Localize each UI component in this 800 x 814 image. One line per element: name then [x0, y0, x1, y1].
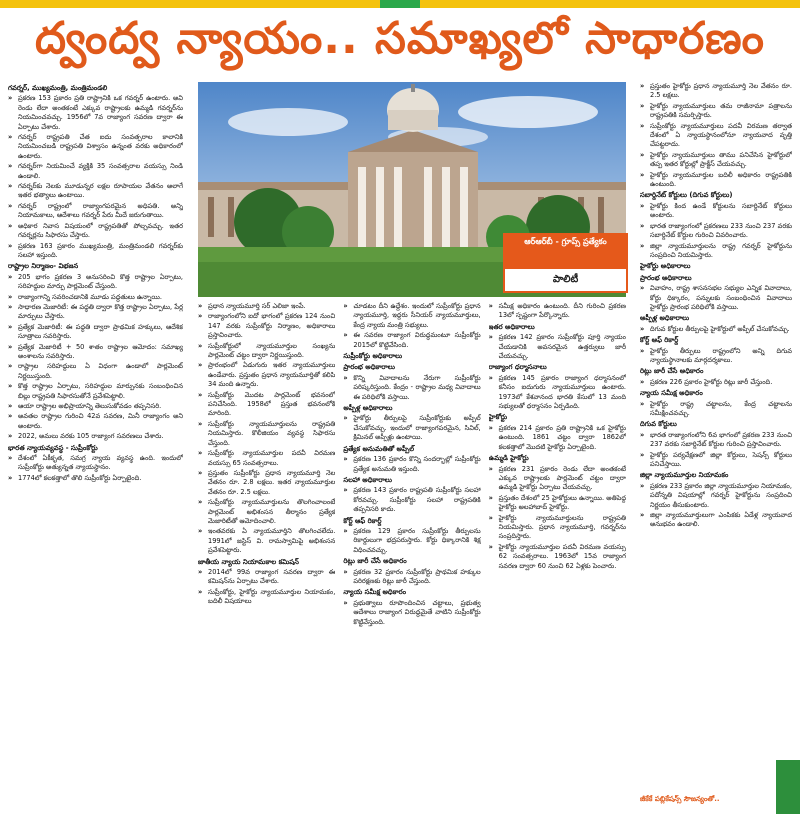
bullet-paragraph: » ఆయా రాష్ట్రాల అభిప్రాయాన్ని తెలుసుకోవడం తప్పనిసరి. — [8, 402, 183, 411]
section-heading: భారత న్యాయవ్యవస్థ - సుప్రీంకోర్టు — [8, 443, 98, 452]
bullet-paragraph: » గవర్నర్‌గా నియమించే వ్యక్తికి 35 సంవత్సరాల వయస్సు నిండి ఉండాలి. — [8, 162, 183, 181]
bullet-paragraph: » ప్రత్యేక మెజారిటీ: ఈ పద్ధతి ద్వారా ప్రాథమిక హక్కులు, ఆదేశిక సూత్రాలు సవరిస్తారు. — [8, 323, 183, 342]
section-heading: హైకోర్టు అధికారాలు — [640, 262, 691, 271]
bullet-paragraph: » దిగువ కోర్టుల తీర్పులపై హైకోర్టులో అప్పీల్ చేసుకోవచ్చు. — [640, 325, 792, 334]
section-badge — [503, 233, 628, 297]
section-heading: జాతీయ న్యాయ నియామకాల కమిషన్ — [198, 557, 299, 566]
section-heading: రిట్లు జారీ చేసే అధికారం — [640, 367, 704, 376]
bullet-paragraph: » అవతల రాష్ట్రాల గురించి 42వ సవరణ, మినీ రాజ్యాంగం అని అంటారు. — [8, 412, 183, 431]
badge-title: పాలిటీ — [503, 267, 628, 293]
bullet-paragraph: » భారత రాజ్యాంగంలో ప్రకరణలు 233 నుంచి 237 వరకు సబార్డినేట్ కోర్టుల గురించి వివరించారు. — [640, 222, 792, 241]
section-heading: అప్పీళ్ల అధికారాలు — [640, 314, 690, 323]
section-heading: రాష్ట్రాల నిర్మాణం- విభజన — [8, 262, 79, 271]
section-heading: ప్రారంభ అధికారాలు — [640, 273, 692, 282]
bullet-paragraph: » ప్రకరణ 129 ప్రకారం సుప్రీంకోర్టు తీర్పులను రికార్డులుగా భద్రపరుస్తారు. కోర్టు ధిక్కారానికి శిక్ష విధించవచ్చు. — [343, 527, 480, 555]
bullet-paragraph: » ప్రారంభంలో ఏడుగురు ఇతర న్యాయమూర్తులు ఉండేవారు. ప్రస్తుతం ప్రధాన న్యాయమూర్తితో కలిపి 34 మంది ఉన్నారు. — [198, 361, 335, 389]
bullet-paragraph: » సుప్రీంకోర్టు న్యాయమూర్తులను తొలగించాలంటే పార్లమెంట్ అభిశంసన తీర్మానం ప్రత్యేక మెజారిటీతో ఆమోదించాలి. — [198, 498, 335, 526]
section-heading: న్యాయ సమీక్ష అధికారం — [640, 389, 703, 398]
bullet-paragraph: » సుప్రీంకోర్టులో న్యాయమూర్తుల సంఖ్యను పార్లమెంట్ చట్టం ద్వారా నిర్ణయిస్తుంది. — [198, 342, 335, 361]
column-2a — [198, 302, 335, 807]
bullet-paragraph: » భారత రాజ్యాంగంలోని 6వ భాగంలో ప్రకరణ 233 నుంచి 237 వరకు సబార్డినేట్ కోర్టుల గురించి ప్రస్తావించారు. — [640, 431, 792, 450]
badge-subtitle: ఆర్ఆర్‌బీ - గ్రూప్స్ ప్రత్యేకం — [503, 233, 628, 267]
section-heading: సుప్రీంకోర్టు అధికారాలు — [343, 352, 403, 361]
bullet-paragraph: » హైకోర్టు న్యాయమూర్తులు తాము పనిచేసిన హైకోర్టులో తప్ప ఇతర కోర్టుల్లో ప్రాక్టీస్ చేయవచ్చు. — [640, 151, 792, 170]
bullet-paragraph: » అధికార నివాస విషయంలో రాష్ట్రపతితో పోల్చవచ్చు. ఇతర గవర్నర్లను సిఫారసు చేస్తారు. — [8, 222, 183, 241]
bullet-paragraph: » కొన్ని వివాదాలను నేరుగా సుప్రీంకోర్టు పరిష్కరిస్తుంది. కేంద్రం - రాష్ట్రాల మధ్య వివాదాలు ఈ పరిధిలోకి వస్తాయి. — [343, 374, 480, 402]
bullet-paragraph: » 1774లో కలకత్తాలో తొలి సుప్రీంకోర్టు ఏర్పాటైంది. — [8, 474, 183, 483]
bullet-paragraph: » సాధారణ మెజారిటీ: ఈ పద్ధతి ద్వారా కొత్త రాష్ట్రాల ఏర్పాటు, పేర్ల మార్పులు చేస్తారు. — [8, 303, 183, 322]
bullet-paragraph: » ప్రకరణ 143 ప్రకారం రాష్ట్రపతి సుప్రీంకోర్టు సలహా కోరవచ్చు. సుప్రీంకోర్టు సలహా రాష్ట్రపతికి తప్పనిసరి కాదు. — [343, 486, 480, 514]
bullet-paragraph: » హైకోర్టు రాష్ట్ర చట్టాలను, కేంద్ర చట్టాలను సమీక్షించవచ్చు. — [640, 400, 792, 419]
bullet-paragraph: » జిల్లా న్యాయమూర్తులను రాష్ట్ర గవర్నర్ హైకోర్టును సంప్రదించి నియమిస్తారు. — [640, 242, 792, 261]
bullet-paragraph: » ప్రకరణ 231 ప్రకారం రెండు లేదా అంతకంటే ఎక్కువ రాష్ట్రాలకు పార్లమెంట్ చట్టం ద్వారా ఉమ్మడి హైకోర్టు ఏర్పాటు చేయవచ్చు. — [489, 465, 626, 493]
bullet-paragraph: » సుప్రీంకోర్టు న్యాయమూర్తులను రాష్ట్రపతి నియమిస్తారు. కొలీజియం వ్యవస్థ సిఫారసు చేస్తుంది. — [198, 420, 335, 448]
bullet-paragraph: » చూడటం దీని ఉద్దేశం. ఇందులో సుప్రీంకోర్టు ప్రధాన న్యాయమూర్తి, ఇద్దరు సీనియర్ న్యాయమూర్తులు, కేంద్ర న్యాయ మంత్రి సభ్యులు. — [343, 302, 480, 330]
bullet-paragraph: » ప్రకరణ 145 ప్రకారం రాజ్యాంగ ధర్మాసనంలో కనీసం ఐదుగురు న్యాయమూర్తులు ఉంటారు. 1973లో కేశవానంద భారతి కేసులో 13 మంది సభ్యులతో ధర్మాసనం ఏర్పడింది. — [489, 374, 626, 412]
section-heading: సబార్డినేట్ కోర్టులు (దిగువ కోర్టులు) — [640, 191, 733, 200]
bullet-paragraph: » ప్రకరణ 226 ప్రకారం హైకోర్టు రిట్లు జారీ చేస్తుంది. — [640, 378, 792, 387]
bullet-paragraph: » ప్రకరణ 32 ప్రకారం సుప్రీంకోర్టు ప్రాథమిక హక్కుల పరిరక్షణకు రిట్లు జారీ చేస్తుంది. — [343, 568, 480, 587]
section-heading: హైకోర్టు — [488, 413, 508, 422]
bullet-paragraph: » సమీక్ష అధికారం ఉంటుంది. దీని గురించి ప్రకరణ 13లో స్పష్టంగా పేర్కొన్నారు. — [489, 302, 626, 321]
bullet-paragraph: » వివాహం, రాష్ట్ర శాసనసభల సభ్యుల ఎన్నిక వివాదాలు, కోర్టు ధిక్కారం, పన్నులకు సంబంధించిన వివాదాలు హైకోర్టు ప్రారంభ పరిధిలోకి వస్తాయి. — [640, 284, 792, 312]
bullet-paragraph: » దేశంలో ఏకీకృత, సమగ్ర న్యాయ వ్యవస్థ ఉంది. ఇందులో సుప్రీంకోర్టు అత్యున్నత న్యాయస్థానం. — [8, 454, 183, 473]
bullet-paragraph: » 2022, అమలు వరకు 105 రాజ్యాంగ సవరణలు చేశారు. — [8, 432, 183, 441]
bullet-paragraph: » రాజ్యాంగాన్ని సవరించడానికి మూడు పద్ధతులు ఉన్నాయి. — [8, 293, 183, 302]
top-bar-marker — [380, 0, 420, 8]
bullet-paragraph: » ఈ సవరణ రాజ్యాంగ విరుద్ధమంటూ సుప్రీంకోర్టు 2015లో కొట్టివేసింది. — [343, 331, 480, 350]
bullet-paragraph: » ప్రధాన న్యాయమూర్తి సర్ ఎలిజా ఇంపే. — [198, 302, 335, 311]
column-2-group — [198, 302, 626, 807]
bullet-paragraph: » కొత్త రాష్ట్రాల ఏర్పాటు, సరిహద్దుల మార్పునకు సంబంధించిన బిల్లు రాష్ట్రపతి సిఫారసుతోనే ప్రవేశపెట్టాలి. — [8, 382, 183, 401]
bullet-paragraph: » హైకోర్టు తీర్పులపై సుప్రీంకోర్టుకు అప్పీల్ చేసుకోవచ్చు. ఇందులో రాజ్యాంగపరమైన, సివిల్, క్రిమినల్ అప్పీళ్లు ఉంటాయి. — [343, 414, 480, 442]
section-heading: జిల్లా న్యాయమూర్తుల నియామకం — [640, 471, 729, 480]
bullet-paragraph: » ప్రస్తుతం దేశంలో 25 హైకోర్టులు ఉన్నాయి. అతిపెద్ద హైకోర్టు అలహాబాద్ హైకోర్టు. — [489, 494, 626, 513]
bullet-paragraph: » ప్రకరణ 214 ప్రకారం ప్రతి రాష్ట్రానికి ఒక హైకోర్టు ఉంటుంది. 1861 చట్టం ద్వారా 1862లో కలకత్తాలో మొదటి హైకోర్టు ఏర్పాటైంది. — [489, 424, 626, 452]
credit-line: జీకేకే పబ్లికేషన్స్ సౌజన్యంతో.. — [640, 795, 720, 803]
section-heading: రిట్లు జారీ చేసే అధికారం — [343, 557, 407, 566]
top-color-bar — [0, 0, 800, 8]
bullet-paragraph: » రాష్ట్రాల సరిహద్దులు ఏ విధంగా ఉండాలో పార్లమెంట్ నిర్ణయిస్తుంది. — [8, 362, 183, 381]
bullet-paragraph: » ప్రకరణ 142 ప్రకారం సుప్రీంకోర్టు పూర్తి న్యాయం చేయడానికి అవసరమైన ఉత్తర్వులు జారీ చేయవచ్చు. — [489, 333, 626, 361]
section-heading: దిగువ కోర్టులు — [640, 420, 677, 429]
bullet-paragraph: » 2014లో 99వ రాజ్యాంగ సవరణ ద్వారా ఈ కమిషన్‌ను ఏర్పాటు చేశారు. — [198, 568, 335, 587]
bullet-paragraph: » గవర్నర్ రాష్ట్రంలో రాజ్యాంగపరమైన అధిపతి. అన్ని నియామకాలు, ఆదేశాలు గవర్నర్ పేరు మీదే జరుగుతాయి. — [8, 202, 183, 221]
section-heading: ఉమ్మడి హైకోర్టు — [488, 454, 529, 463]
section-heading: కోర్ట్ ఆఫ్ రికార్డ్ — [640, 336, 679, 345]
bullet-paragraph: » ప్రస్తుతం హైకోర్టు ప్రధాన న్యాయమూర్తి నెల వేతనం రూ. 2.5 లక్షలు. — [640, 82, 792, 101]
section-heading: ప్రత్యేక అనుమతితో అప్పీల్ — [343, 444, 415, 453]
section-heading: సలహా అధికారాలు — [343, 475, 392, 484]
column-3 — [640, 82, 792, 807]
bullet-paragraph: » ఇంతవరకు ఏ న్యాయమూర్తిని తొలగించలేదు. 1991లో జస్టిస్ వి. రామస్వామిపై అభిశంసన ప్రవేశపెట్టారు. — [198, 527, 335, 555]
bullet-paragraph: » ప్రకరణ 153 ప్రకారం ప్రతి రాష్ట్రానికి ఒక గవర్నర్ ఉంటారు. అవి రెండు లేదా అంతకంటే ఎక్కువ రాష్ట్రాలకు ఉమ్మడి గవర్నర్‌ను నియమించవచ్చు. 1956లో 7వ రాజ్యాంగ సవరణ ద్వారా ఈ ఏర్పాటు చేశారు. — [8, 94, 183, 132]
bullet-paragraph: » సుప్రీంకోర్టు మొదట పార్లమెంట్ భవనంలో పనిచేసింది. 1958లో ప్రస్తుత భవనంలోకి మారింది. — [198, 391, 335, 419]
headline: ద్వంద్వ న్యాయం.. సమాఖ్యలో సాధారణం — [35, 13, 765, 64]
bullet-paragraph: » హైకోర్టు న్యాయమూర్తులను రాష్ట్రపతి నియమిస్తారు. ప్రధాన న్యాయమూర్తి, గవర్నర్‌ను సంప్రదిస్తారు. — [489, 514, 626, 542]
bullet-paragraph: » గవర్నర్ రాష్ట్రపతి చేత ఐదు సంవత్సరాల కాలానికి నియమించబడి రాష్ట్రపతి విశ్వాసం ఉన్నంత వరకు అధికారంలో ఉంటారు. — [8, 133, 183, 161]
section-heading: అప్పీళ్ల అధికారాలు — [343, 404, 393, 413]
bullet-paragraph: » ప్రస్తుతం సుప్రీంకోర్టు ప్రధాన న్యాయమూర్తి నెల వేతనం రూ. 2.8 లక్షలు. ఇతర న్యాయమూర్తుల వేతనం రూ. 2.5 లక్షలు. — [198, 469, 335, 497]
bullet-paragraph: » ప్రత్యేక మెజారిటీ + 50 శాతం రాష్ట్రాల ఆమోదం: సమాఖ్య అంశాలను సవరిస్తారు. — [8, 343, 183, 362]
column-2c — [489, 302, 626, 807]
section-heading: న్యాయ సమీక్ష అధికారం — [343, 588, 407, 597]
bullet-paragraph: » హైకోర్టు తీర్పులు రాష్ట్రంలోని అన్ని దిగువ న్యాయస్థానాలకు మార్గదర్శకాలు. — [640, 347, 792, 366]
bullet-paragraph: » 205 భాగం ప్రకరణ 3 అనుసరించి కొత్త రాష్ట్రాల ఏర్పాటు, సరిహద్దుల మార్పు పార్లమెంట్ చేస్తుంది. — [8, 273, 183, 292]
section-heading: ఇతర అధికారాలు — [488, 322, 535, 331]
section-heading: రాజ్యాంగ ధర్మాసనాలు — [488, 363, 547, 372]
bullet-paragraph: » జిల్లా న్యాయమూర్తులుగా ఎంపికకు ఏడేళ్ల న్యాయవాద అనుభవం ఉండాలి. — [640, 511, 792, 530]
bullet-paragraph: » ప్రకరణ 233 ప్రకారం జిల్లా న్యాయమూర్తుల నియామకం, పదోన్నతి విషయాల్లో గవర్నర్ హైకోర్టును సంప్రదించి నిర్ణయం తీసుకుంటారు. — [640, 482, 792, 510]
bullet-paragraph: » రాజ్యాంగంలోని ఐదో భాగంలో ప్రకరణ 124 నుంచి 147 వరకు సుప్రీంకోర్టు నిర్మాణం, అధికారాలు ప్రస్తావించారు. — [198, 312, 335, 340]
section-heading: కోర్ట్ ఆఫ్ రికార్డ్ — [343, 516, 382, 525]
green-corner-strip — [776, 760, 800, 814]
bullet-paragraph: » ప్రకరణ 163 ప్రకారం ముఖ్యమంత్రి, మంత్రిమండలి గవర్నర్‌కు సలహా ఇస్తుంది. — [8, 242, 183, 261]
bullet-paragraph: » హైకోర్టు న్యాయమూర్తుల పదవీ విరమణ వయస్సు 62 సంవత్సరాలు. 1963లో 15వ రాజ్యాంగ సవరణ ద్వారా 60 నుంచి 62 ఏళ్లకు పెంచారు. — [489, 543, 626, 571]
bullet-paragraph: » హైకోర్టు పర్యవేక్షణలో జిల్లా కోర్టులు, సెషన్స్ కోర్టులు పనిచేస్తాయి. — [640, 451, 792, 470]
bullet-paragraph: » ప్రకరణ 136 ప్రకారం కొన్ని సందర్భాల్లో సుప్రీంకోర్టు ప్రత్యేక అనుమతి ఇస్తుంది. — [343, 455, 480, 474]
column-2b — [343, 302, 480, 807]
bullet-paragraph: » సుప్రీంకోర్టు న్యాయమూర్తులు పదవీ విరమణ తర్వాత దేశంలో ఏ న్యాయస్థానంలోనూ న్యాయవాద వృత్తి చేపట్టరాదు. — [640, 122, 792, 150]
bullet-paragraph: » హైకోర్టు న్యాయమూర్తులు తమ రాజీనామా పత్రాలను రాష్ట్రపతికి సమర్పిస్తారు. — [640, 102, 792, 121]
bullet-paragraph: » ప్రభుత్వాలు రూపొందించిన చట్టాలు, ప్రభుత్వ ఆదేశాలు రాజ్యాంగ విరుద్ధమైతే వాటిని సుప్రీంకోర్టు కొట్టివేస్తుంది. — [343, 599, 480, 627]
section-heading: ప్రారంభ అధికారాలు — [343, 363, 395, 372]
column-1 — [8, 82, 183, 807]
bullet-paragraph: » గవర్నర్‌కు నెలకు మూడున్నర లక్షల రూపాయల వేతనం అలాగే ఇతర భత్యాలు ఉంటాయి. — [8, 182, 183, 201]
section-heading: గవర్నర్, ముఖ్యమంత్రి, మంత్రిమండలి — [8, 84, 108, 92]
bullet-paragraph: » సుప్రీంకోర్టు న్యాయమూర్తుల పదవీ విరమణ వయస్సు 65 సంవత్సరాలు. — [198, 449, 335, 468]
bullet-paragraph: » సుప్రీంకోర్టు, హైకోర్టు న్యాయమూర్తుల నియామకం, బదిలీ విషయాలు — [198, 588, 335, 607]
bullet-paragraph: » హైకోర్టు కింద ఉండే కోర్టులను సబార్డినేట్ కోర్టులు అంటారు. — [640, 202, 792, 221]
bullet-paragraph: » హైకోర్టు న్యాయమూర్తుల బదిలీ అధికారం రాష్ట్రపతికి ఉంటుంది. — [640, 171, 792, 190]
